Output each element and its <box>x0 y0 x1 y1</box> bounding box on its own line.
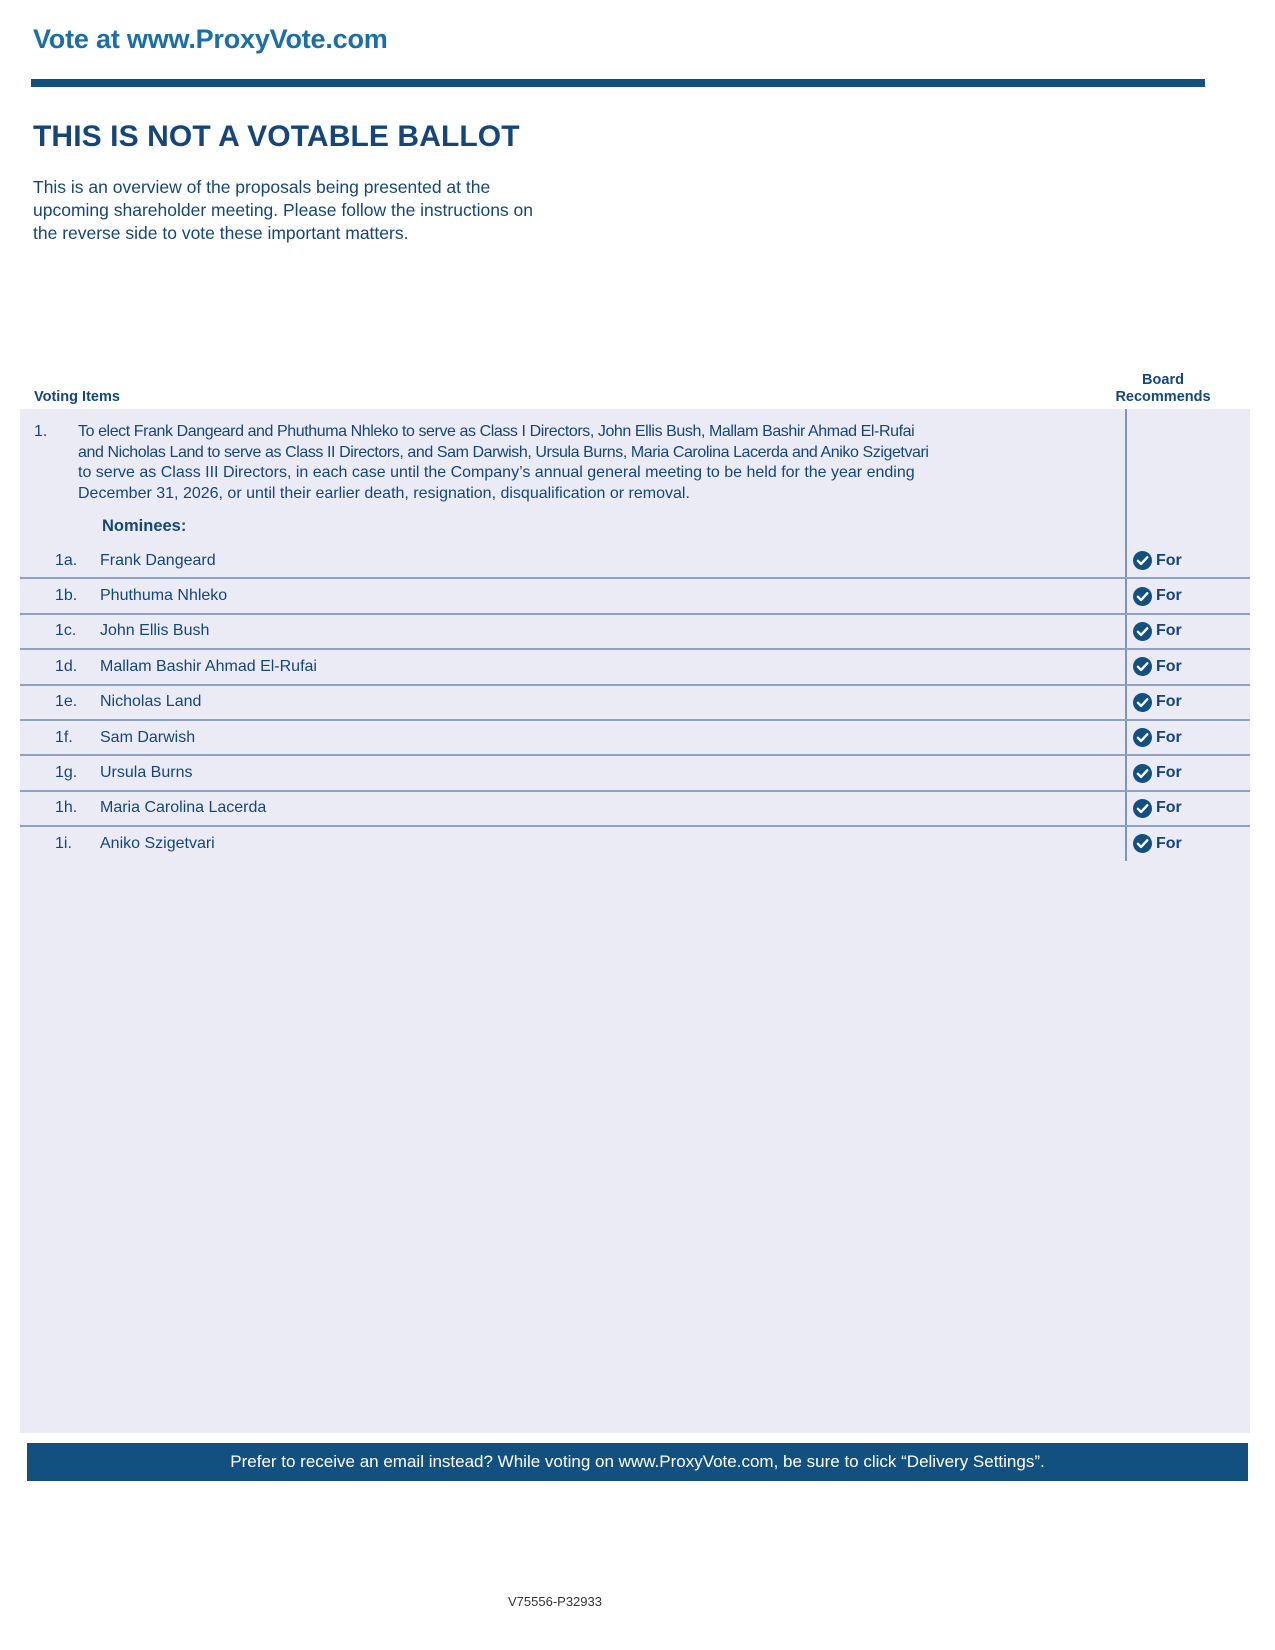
recommendation-label: For <box>1156 587 1182 605</box>
board-recommendation <box>1133 587 1182 606</box>
delivery-settings-banner: Prefer to receive an email instead? While voting on www.ProxyVote.com, be sure to click “Delivery Settings”. <box>27 1443 1248 1481</box>
intro-line-2: upcoming shareholder meeting. Please follow the instructions on <box>33 200 534 220</box>
nominee-key: 1h. <box>55 799 78 817</box>
table-row[interactable] <box>20 790 1250 825</box>
board-recommendation <box>1133 622 1182 641</box>
masthead-title: Vote at www.ProxyVote.com <box>33 24 388 54</box>
nominee-key: 1c. <box>55 622 77 640</box>
table-row[interactable] <box>20 684 1250 719</box>
row-column-divider <box>1125 756 1127 789</box>
recommendation-label: For <box>1156 834 1182 852</box>
recommendation-label: For <box>1156 799 1182 817</box>
table-row[interactable] <box>20 825 1250 860</box>
proposal-text <box>78 422 1111 504</box>
proposal-number: 1. <box>34 423 48 440</box>
recommendation-label: For <box>1156 764 1182 782</box>
nominee-name: Sam Darwish <box>100 728 196 746</box>
table-row[interactable] <box>20 544 1250 577</box>
row-column-divider <box>1125 579 1127 612</box>
table-row[interactable] <box>20 754 1250 789</box>
proposal-line-4: December 31, 2026, or until their earlier death, resignation, disqualification or removal. <box>78 484 690 502</box>
row-column-divider <box>1125 686 1127 719</box>
control-number: V75556-P32933 <box>508 1594 602 1609</box>
recommendation-label: For <box>1156 622 1182 640</box>
board-recommendation <box>1133 728 1182 747</box>
nominee-name: John Ellis Bush <box>100 622 210 640</box>
recommendation-label: For <box>1156 693 1182 711</box>
column-header-voting-items: Voting Items <box>34 389 120 405</box>
nominee-name: Nicholas Land <box>100 693 202 711</box>
masthead-divider <box>31 79 1205 87</box>
check-circle-icon <box>1133 693 1152 712</box>
table-row[interactable] <box>20 719 1250 754</box>
board-recommendation <box>1133 799 1182 818</box>
nominee-name: Phuthuma Nhleko <box>100 587 228 605</box>
nominee-name: Frank Dangeard <box>100 551 216 569</box>
row-column-divider <box>1125 792 1127 825</box>
proposal-line-3: to serve as Class III Directors, in each case until the Company’s annual general meeting to be held for the year ending <box>78 464 915 481</box>
intro-line-1: This is an overview of the proposals being presented at the <box>33 177 491 197</box>
nominee-key: 1e. <box>55 693 78 711</box>
board-header-line-1: Board <box>1142 372 1184 388</box>
row-column-divider <box>1125 544 1127 577</box>
nominee-key: 1g. <box>55 764 78 782</box>
table-row[interactable] <box>20 613 1250 648</box>
table-row[interactable] <box>20 577 1250 612</box>
board-recommendation <box>1133 657 1182 676</box>
row-column-divider <box>1125 615 1127 648</box>
check-circle-icon <box>1133 728 1152 747</box>
row-column-divider <box>1125 650 1127 683</box>
nominee-key: 1b. <box>55 587 78 605</box>
nominee-key: 1f. <box>55 728 73 746</box>
nominee-row-list <box>20 544 1250 861</box>
check-circle-icon <box>1133 587 1152 606</box>
nominee-key: 1d. <box>55 657 78 675</box>
nominee-name: Aniko Szigetvari <box>100 834 215 852</box>
column-header-board-recommends <box>1074 372 1252 405</box>
board-header-line-2: Recommends <box>1115 388 1211 405</box>
proposal-line-2: and Nicholas Land to serve as Class II Directors, and Sam Darwish, Ursula Burns, Maria Carolina Lacerda and Aniko Szigetvari <box>78 443 929 461</box>
nominee-key: 1i. <box>55 834 72 852</box>
check-circle-icon <box>1133 622 1152 641</box>
board-recommendation <box>1133 551 1182 570</box>
nominee-name: Ursula Burns <box>100 764 193 782</box>
check-circle-icon <box>1133 551 1152 570</box>
proposal-1 <box>20 409 1125 504</box>
nominees-label: Nominees: <box>102 517 187 535</box>
board-recommendation <box>1133 693 1182 712</box>
nominee-name: Mallam Bashir Ahmad El-Rufai <box>100 657 317 675</box>
voting-items-table <box>20 409 1250 1433</box>
row-column-divider <box>1125 827 1127 860</box>
check-circle-icon <box>1133 799 1152 818</box>
nominee-name: Maria Carolina Lacerda <box>100 799 267 817</box>
check-circle-icon <box>1133 764 1152 783</box>
check-circle-icon <box>1133 657 1152 676</box>
page-intro <box>33 176 673 245</box>
recommendation-label: For <box>1156 728 1182 746</box>
recommendation-label: For <box>1156 551 1182 569</box>
board-recommendation <box>1133 764 1182 783</box>
intro-line-3: the reverse side to vote these important matters. <box>33 223 409 243</box>
check-circle-icon <box>1133 834 1152 853</box>
table-row[interactable] <box>20 648 1250 683</box>
row-column-divider <box>1125 721 1127 754</box>
board-recommendation <box>1133 834 1182 853</box>
proposal-line-1: To elect Frank Dangeard and Phuthuma Nhleko to serve as Class I Directors, John Ellis Bush, Mallam Bashir Ahmad El-Rufai <box>78 423 915 440</box>
nominee-key: 1a. <box>55 551 78 569</box>
page-title: THIS IS NOT A VOTABLE BALLOT <box>33 120 520 153</box>
recommendation-label: For <box>1156 657 1182 675</box>
